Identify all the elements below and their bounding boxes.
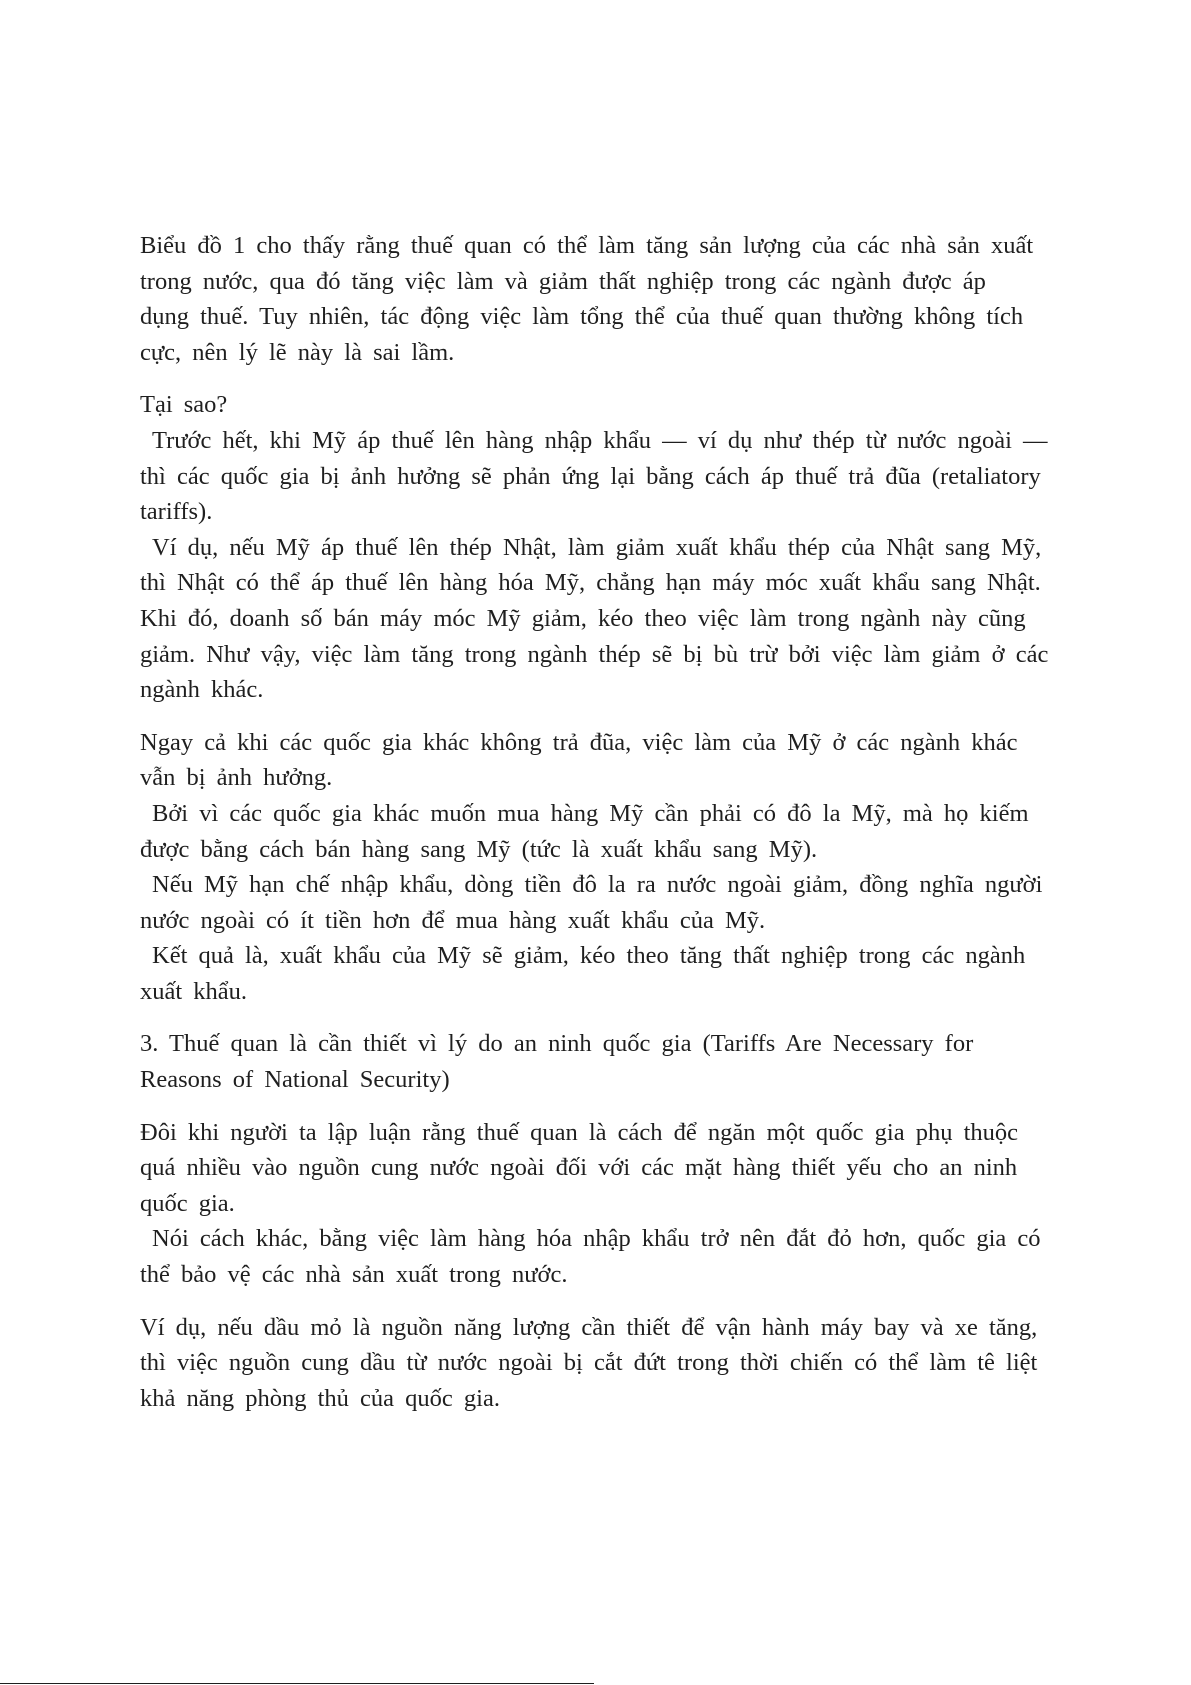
text-line: Trước hết, khi Mỹ áp thuế lên hàng nhập khẩu — ví dụ như thép từ nước ngoài — (152, 426, 1048, 454)
text-line: Ví dụ, nếu Mỹ áp thuế lên thép Nhật, làm giảm xuất khẩu thép của Nhật sang Mỹ, (152, 533, 1042, 561)
document-body (140, 228, 1140, 1433)
text-line: quá nhiều vào nguồn cung nước ngoài đối với các mặt hàng thiết yếu cho an ninh (140, 1154, 1018, 1182)
text-line: ngành khác. (140, 676, 264, 704)
text-line: Biểu đồ 1 cho thấy rằng thuế quan có thể làm tăng sản lượng của các nhà sản xuất (140, 232, 1034, 259)
text-line: thì Nhật có thể áp thuế lên hàng hóa Mỹ, chẳng hạn máy móc xuất khẩu sang Nhật. (140, 569, 1041, 597)
text-line: cực, nên lý lẽ này là sai lầm. (140, 338, 455, 366)
text-line: trong nước, qua đó tăng việc làm và giảm thất nghiệp trong các ngành được áp (140, 267, 986, 295)
text-line: Bởi vì các quốc gia khác muốn mua hàng Mỹ cần phải có đô la Mỹ, mà họ kiếm (152, 799, 1029, 827)
text-line: Đôi khi người ta lập luận rằng thuế quan là cách để ngăn một quốc gia phụ thuộc (140, 1118, 1019, 1146)
text-line: dụng thuế. Tuy nhiên, tác động việc làm tổng thể của thuế quan thường không tích (140, 303, 1024, 331)
text-line: Ngay cả khi các quốc gia khác không trả đũa, việc làm của Mỹ ở các ngành khác (140, 728, 1018, 756)
footer-divider (0, 1683, 594, 1684)
text-line: thì việc nguồn cung dầu từ nước ngoài bị cắt đứt trong thời chiến có thể làm tê liệt (140, 1349, 1038, 1377)
text-line: nước ngoài có ít tiền hơn để mua hàng xuất khẩu của Mỹ. (140, 906, 766, 934)
text-line: Nói cách khác, bằng việc làm hàng hóa nhập khẩu trở nên đắt đỏ hơn, quốc gia có (152, 1225, 1041, 1253)
paragraph (140, 1115, 1140, 1293)
text-line: xuất khẩu. (140, 977, 248, 1005)
text-line: Nếu Mỹ hạn chế nhập khẩu, dòng tiền đô la ra nước ngoài giảm, đồng nghĩa người (152, 871, 1043, 899)
text-line: thì các quốc gia bị ảnh hưởng sẽ phản ứng lại bằng cách áp thuế trả đũa (retaliatory (140, 462, 1041, 490)
text-line: Kết quả là, xuất khẩu của Mỹ sẽ giảm, kéo theo tăng thất nghiệp trong các ngành (152, 942, 1026, 970)
text-line: Ví dụ, nếu dầu mỏ là nguồn năng lượng cần thiết để vận hành máy bay và xe tăng, (140, 1313, 1038, 1341)
text-line: tariffs). (140, 498, 213, 526)
text-line: được bằng cách bán hàng sang Mỹ (tức là xuất khẩu sang Mỹ). (140, 835, 818, 863)
text-line: Reasons of National Security) (140, 1066, 450, 1094)
paragraph (140, 725, 1140, 1010)
paragraph (140, 228, 1140, 370)
text-line: Tại sao? (140, 391, 228, 419)
text-line: quốc gia. (140, 1189, 235, 1217)
text-line: vẫn bị ảnh hưởng. (140, 764, 333, 792)
text-line: khả năng phòng thủ của quốc gia. (140, 1384, 500, 1412)
text-line: thể bảo vệ các nhà sản xuất trong nước. (140, 1261, 568, 1289)
paragraph (140, 387, 1140, 707)
text-line: 3. Thuế quan là cần thiết vì lý do an ninh quốc gia (Tariffs Are Necessary for (140, 1030, 974, 1058)
paragraph (140, 1310, 1140, 1417)
paragraph (140, 1026, 1140, 1097)
text-line: Khi đó, doanh số bán máy móc Mỹ giảm, kéo theo việc làm trong ngành này cũng (140, 604, 1026, 632)
text-line: giảm. Như vậy, việc làm tăng trong ngành thép sẽ bị bù trừ bởi việc làm giảm ở các (140, 640, 1049, 668)
